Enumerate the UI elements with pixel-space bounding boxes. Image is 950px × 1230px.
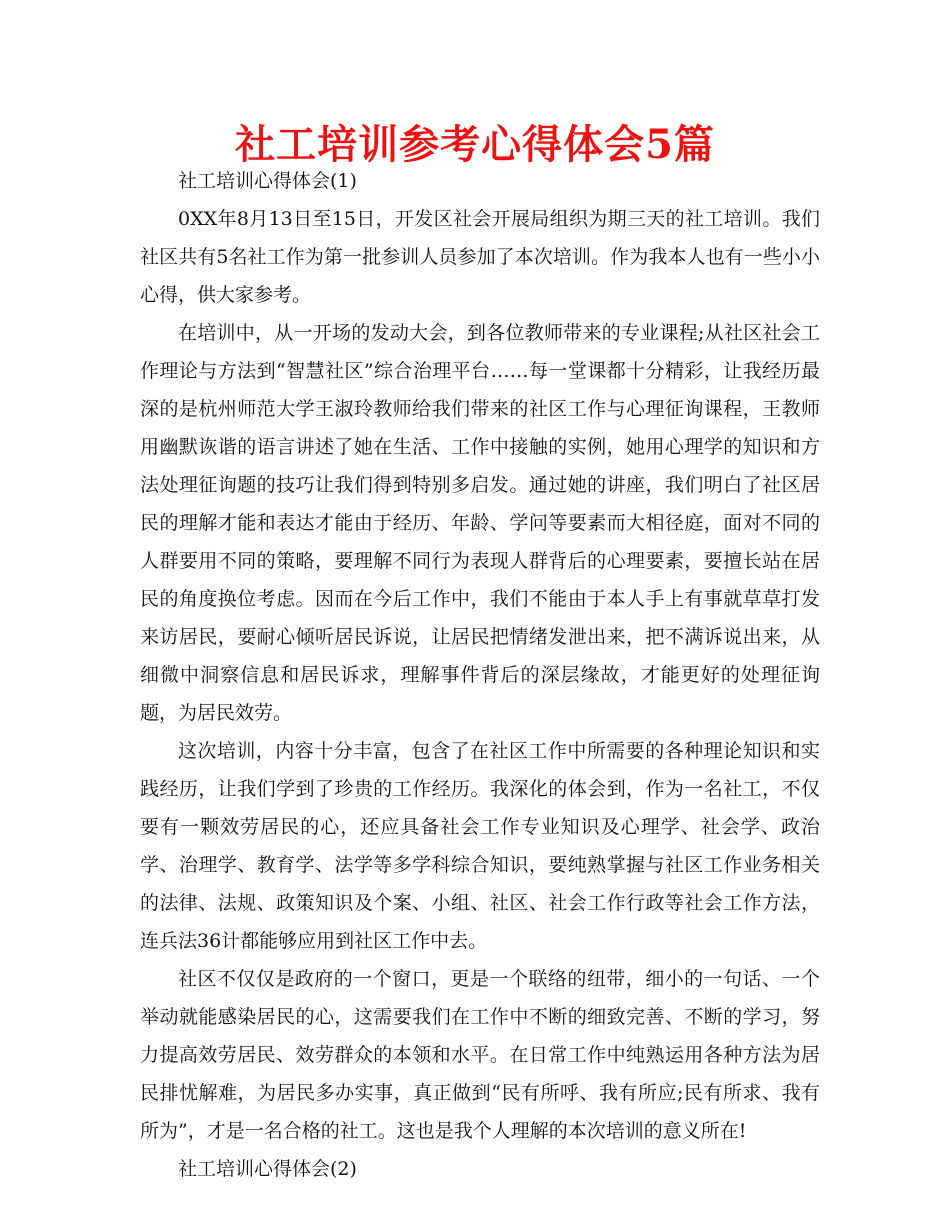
paragraph: 这次培训，内容十分丰富，包含了在社区工作中所需要的各种理论知识和实践经历，让我们学到了珍贵的工作经历。我深化的体会到，作为一名社工，不仅要有一颗效劳居民的心，还应具备社会工作专业知识及心理学、社会学、政治学、治理学、教育学、法学等多学科综合知识，要纯熟掌握与社区工作业务相关的法律、法规、政策知识及个案、小组、社区、社会工作行政等社会工作方法，连兵法36计都能够应用到社区工作中去。 [140,740,820,952]
paragraph: 0XX年8月13日至15日，开发区社会开展局组织为期三天的社工培训。我们社区共有5名社工作为第一批参训人员参加了本次培训。作为我本人也有一些小小心得，供大家参考。 [140,208,820,306]
section-heading: 社工培训心得体会(2) [178,1158,357,1180]
paragraph: 在培训中，从一开场的发动大会，到各位教师带来的专业课程;从社区社会工作理论与方法到“智慧社区”综合治理平台……每一堂课都十分精彩，让我经历最深的是杭州师范大学王淑玲教师给我们带来的社区工作与心理征询课程，王教师用幽默诙谐的语言讲述了她在生活、工作中接触的实例，她用心理学的知识和方法处理征询题的技巧让我们得到特别多启发。通过她的讲座，我们明白了社区居民的理解才能和表达才能由于经历、年龄、学问等要素而大相径庭，面对不同的人群要用不同的策略，要理解不同行为表现人群背后的心理要素，要擅长站在居民的角度换位考虑。因而在今后工作中，我们不能由于本人手上有事就草草打发来访居民，要耐心倾听居民诉说，让居民把情绪发泄出来，把不满诉说出来，从细微中洞察信息和居民诉求，理解事件背后的深层缘故，才能更好的处理征询题，为居民效劳。 [140,322,820,724]
section-heading: 社工培训心得体会(1) [178,170,357,192]
paragraph: 社区不仅仅是政府的一个窗口，更是一个联络的纽带，细小的一句话、一个举动就能感染居民的心，这需要我们在工作中不断的细致完善、不断的学习，努力提高效劳居民、效劳群众的本领和水平。在日常工作中纯熟运用各种方法为居民排忧解难，为居民多办实事，真正做到“民有所呼、我有所应;民有所求、我有所为”，才是一名合格的社工。这也是我个人理解的本次培训的意义所在! [140,968,820,1142]
document-title: 社工培训参考心得体会5篇 [235,121,715,168]
document-body [140,162,820,1188]
